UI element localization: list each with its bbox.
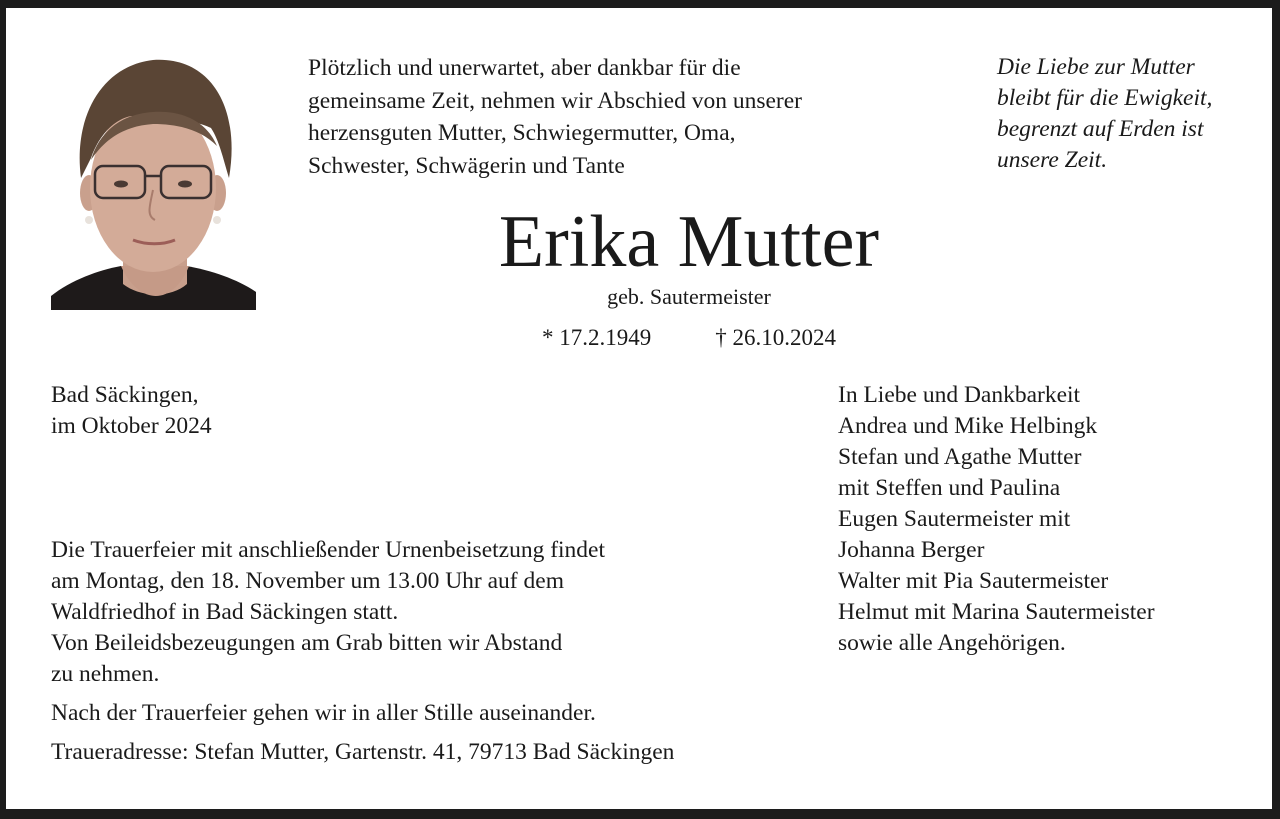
deceased-name: Erika Mutter: [498, 201, 880, 283]
mourning-address: Traueradresse: Stefan Mutter, Gartenstr. 41, 79713 Bad Säckingen: [51, 739, 675, 765]
family-line: Stefan und Agathe Mutter: [838, 444, 1082, 470]
family-line: Eugen Sautermeister mit: [838, 506, 1071, 532]
ceremony-line: zu nehmen.: [51, 661, 160, 687]
intro-line: herzensguten Mutter, Schwiegermutter, Oma,: [308, 120, 736, 146]
place-and-date: [51, 380, 451, 442]
date-line: im Oktober 2024: [51, 413, 212, 439]
ceremony-line: Von Beileidsbezeugungen am Grab bitten wir Abstand: [51, 630, 563, 656]
quote-line: bleibt für die Ewigkeit,: [997, 85, 1213, 111]
family-line: mit Steffen und Paulina: [838, 475, 1061, 501]
portrait-illustration: [51, 48, 256, 310]
family-line: Walter mit Pia Sautermeister: [838, 568, 1109, 594]
ceremony-line: Die Trauerfeier mit anschließender Urnenbeisetzung findet: [51, 537, 606, 563]
memorial-quote: [997, 52, 1267, 176]
portrait-photo: [51, 48, 256, 310]
quote-line: begrenzt auf Erden ist: [997, 116, 1204, 142]
ceremony-line: Waldfriedhof in Bad Säckingen statt.: [51, 599, 399, 625]
family-line: Helmut mit Marina Sautermeister: [838, 599, 1155, 625]
quote-line: Die Liebe zur Mutter: [997, 54, 1195, 80]
family-line: In Liebe und Dankbarkeit: [838, 382, 1081, 408]
quiet-note: Nach der Trauerfeier gehen wir in aller Stille auseinander.: [51, 700, 596, 726]
birth-name: geb. Sautermeister: [607, 284, 771, 309]
intro-line: gemeinsame Zeit, nehmen wir Abschied von unserer: [308, 87, 803, 114]
quote-line: unsere Zeit.: [997, 147, 1108, 173]
life-dates: [306, 322, 1072, 354]
intro-text: [308, 52, 948, 182]
intro-line: Schwester, Schwägerin und Tante: [308, 152, 625, 179]
intro-line: Plötzlich und unerwartet, aber dankbar für die: [308, 55, 741, 81]
family-line: Andrea und Mike Helbingk: [838, 413, 1098, 439]
ceremony-info: [51, 535, 811, 690]
family-line: Johanna Berger: [838, 537, 985, 563]
family-line: sowie alle Angehörigen.: [838, 630, 1066, 656]
death-date: † 26.10.2024: [715, 325, 836, 350]
family-signatures: [838, 380, 1258, 659]
birth-date: * 17.2.1949: [542, 325, 652, 350]
ceremony-line: am Montag, den 18. November um 13.00 Uhr auf dem: [51, 568, 564, 594]
place-line: Bad Säckingen,: [51, 382, 199, 408]
